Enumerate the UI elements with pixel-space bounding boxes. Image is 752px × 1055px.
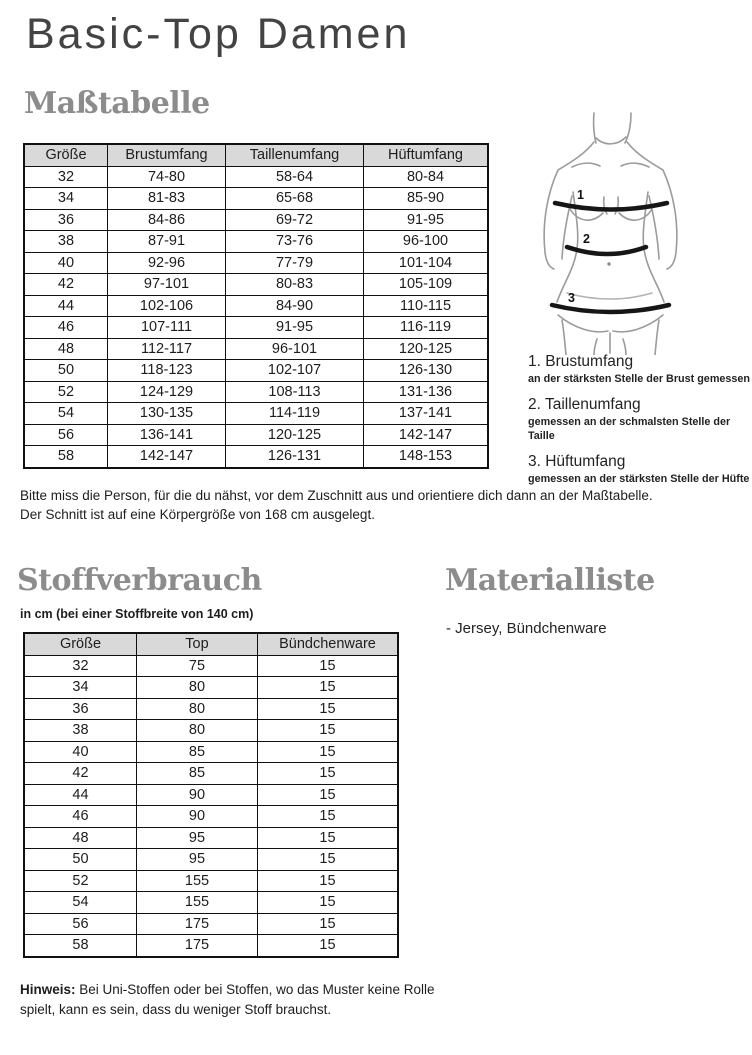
table-cell: 15 bbox=[258, 698, 399, 720]
hint-line1: Bei Uni-Stoffen oder bei Stoffen, wo das Muster keine Rolle bbox=[75, 982, 435, 997]
table-cell: 92-96 bbox=[108, 252, 226, 274]
table-cell: 120-125 bbox=[364, 338, 489, 360]
table-cell: 126-130 bbox=[364, 360, 489, 382]
table-cell: 77-79 bbox=[226, 252, 364, 274]
table-cell: 155 bbox=[137, 892, 258, 914]
table-cell: 80 bbox=[137, 698, 258, 720]
table-cell: 44 bbox=[24, 784, 137, 806]
table-cell: 108-113 bbox=[226, 381, 364, 403]
table-row bbox=[24, 741, 398, 763]
table-cell: 81-83 bbox=[108, 188, 226, 210]
size-table bbox=[23, 143, 489, 469]
waist-band bbox=[567, 247, 646, 254]
table-cell: 131-136 bbox=[364, 381, 489, 403]
table-cell: 52 bbox=[24, 870, 137, 892]
table-cell: 40 bbox=[24, 252, 108, 274]
table-cell: 96-101 bbox=[226, 338, 364, 360]
table-cell: 38 bbox=[24, 231, 108, 253]
table-cell: 80-84 bbox=[364, 166, 489, 188]
table-header-row bbox=[24, 144, 488, 166]
table-row bbox=[24, 360, 488, 382]
table-cell: 38 bbox=[24, 720, 137, 742]
table-cell: 175 bbox=[137, 935, 258, 957]
table-cell: 124-129 bbox=[108, 381, 226, 403]
table-row bbox=[24, 935, 398, 957]
table-cell: 50 bbox=[24, 849, 137, 871]
table-cell: 95 bbox=[137, 849, 258, 871]
legend-item-bust bbox=[528, 352, 752, 386]
table-cell: 90 bbox=[137, 784, 258, 806]
table-cell: 74-80 bbox=[108, 166, 226, 188]
table-row bbox=[24, 295, 488, 317]
table-cell: 112-117 bbox=[108, 338, 226, 360]
table-cell: 15 bbox=[258, 741, 399, 763]
table-cell: 73-76 bbox=[226, 231, 364, 253]
table-row bbox=[24, 403, 488, 425]
column-header: Brustumfang bbox=[108, 144, 226, 166]
table-row bbox=[24, 381, 488, 403]
body-measurement-figure bbox=[530, 112, 750, 355]
table-cell: 102-107 bbox=[226, 360, 364, 382]
table-row bbox=[24, 870, 398, 892]
table-cell: 136-141 bbox=[108, 424, 226, 446]
column-header: Top bbox=[137, 633, 258, 655]
table-cell: 40 bbox=[24, 741, 137, 763]
table-cell: 36 bbox=[24, 209, 108, 231]
table-cell: 175 bbox=[137, 913, 258, 935]
table-cell: 85 bbox=[137, 741, 258, 763]
table-cell: 84-86 bbox=[108, 209, 226, 231]
table-cell: 114-119 bbox=[226, 403, 364, 425]
table-row bbox=[24, 849, 398, 871]
table-cell: 15 bbox=[258, 655, 399, 677]
table-cell: 80 bbox=[137, 677, 258, 699]
page-title: Basic-Top Damen bbox=[26, 10, 411, 58]
table-cell: 96-100 bbox=[364, 231, 489, 253]
table-row bbox=[24, 827, 398, 849]
table-row bbox=[24, 806, 398, 828]
table-row bbox=[24, 338, 488, 360]
table-row bbox=[24, 317, 488, 339]
table-cell: 42 bbox=[24, 274, 108, 296]
table-cell: 148-153 bbox=[364, 446, 489, 468]
legend-item-waist bbox=[528, 395, 752, 443]
table-cell: 54 bbox=[24, 892, 137, 914]
table-cell: 69-72 bbox=[226, 209, 364, 231]
table-row bbox=[24, 763, 398, 785]
table-cell: 91-95 bbox=[226, 317, 364, 339]
table-cell: 118-123 bbox=[108, 360, 226, 382]
table-row bbox=[24, 677, 398, 699]
table-cell: 15 bbox=[258, 892, 399, 914]
size-table-heading: Maßtabelle bbox=[24, 86, 210, 121]
table-cell: 32 bbox=[24, 166, 108, 188]
torso-outline bbox=[544, 113, 677, 355]
band-label-1: 1 bbox=[577, 188, 584, 202]
legend-description: gemessen an der stärksten Stelle der Hüfte bbox=[528, 473, 750, 485]
table-cell: 46 bbox=[24, 806, 137, 828]
hint-label: Hinweis: bbox=[20, 982, 76, 997]
table-cell: 95 bbox=[137, 827, 258, 849]
table-cell: 52 bbox=[24, 381, 108, 403]
fabric-hint bbox=[20, 980, 450, 1019]
table-row bbox=[24, 231, 488, 253]
table-cell: 116-119 bbox=[364, 317, 489, 339]
table-cell: 15 bbox=[258, 763, 399, 785]
table-cell: 15 bbox=[258, 849, 399, 871]
table-cell: 15 bbox=[258, 913, 399, 935]
table-row bbox=[24, 655, 398, 677]
table-cell: 56 bbox=[24, 913, 137, 935]
table-cell: 15 bbox=[258, 677, 399, 699]
table-header-row bbox=[24, 633, 398, 655]
table-cell: 15 bbox=[258, 806, 399, 828]
table-cell: 34 bbox=[24, 188, 108, 210]
table-row bbox=[24, 188, 488, 210]
table-cell: 56 bbox=[24, 424, 108, 446]
fabric-usage-heading: Stoffverbrauch bbox=[17, 563, 262, 598]
table-row bbox=[24, 424, 488, 446]
table-cell: 85-90 bbox=[364, 188, 489, 210]
table-cell: 101-104 bbox=[364, 252, 489, 274]
table-cell: 58 bbox=[24, 446, 108, 468]
table-row bbox=[24, 698, 398, 720]
table-cell: 58 bbox=[24, 935, 137, 957]
table-cell: 34 bbox=[24, 677, 137, 699]
table-cell: 102-106 bbox=[108, 295, 226, 317]
measuring-note-line1: Bitte miss die Person, für die du nähst, vor dem Zuschnitt aus und orientiere dich dann an der Maßtabelle. bbox=[20, 488, 653, 503]
table-cell: 120-125 bbox=[226, 424, 364, 446]
navel-dot bbox=[607, 262, 610, 265]
table-cell: 15 bbox=[258, 870, 399, 892]
legend-description: gemessen an der schmalsten Stelle der Taille bbox=[528, 416, 731, 442]
table-cell: 58-64 bbox=[226, 166, 364, 188]
table-cell: 48 bbox=[24, 827, 137, 849]
table-cell: 110-115 bbox=[364, 295, 489, 317]
table-cell: 44 bbox=[24, 295, 108, 317]
table-row bbox=[24, 720, 398, 742]
table-cell: 87-91 bbox=[108, 231, 226, 253]
table-cell: 105-109 bbox=[364, 274, 489, 296]
table-row bbox=[24, 166, 488, 188]
table-cell: 46 bbox=[24, 317, 108, 339]
legend-item-hip bbox=[528, 452, 752, 486]
table-cell: 84-90 bbox=[226, 295, 364, 317]
table-cell: 15 bbox=[258, 935, 399, 957]
table-cell: 48 bbox=[24, 338, 108, 360]
material-list-heading: Materialliste bbox=[445, 563, 655, 598]
measuring-note-line2: Der Schnitt ist auf eine Körpergröße von 168 cm ausgelegt. bbox=[20, 507, 375, 522]
table-cell: 50 bbox=[24, 360, 108, 382]
table-cell: 130-135 bbox=[108, 403, 226, 425]
column-header: Größe bbox=[24, 633, 137, 655]
band-label-2: 2 bbox=[583, 232, 590, 246]
table-cell: 54 bbox=[24, 403, 108, 425]
hip-band bbox=[552, 305, 669, 312]
band-label-3: 3 bbox=[568, 291, 575, 305]
table-cell: 142-147 bbox=[364, 424, 489, 446]
table-cell: 90 bbox=[137, 806, 258, 828]
table-row bbox=[24, 274, 488, 296]
table-row bbox=[24, 913, 398, 935]
table-cell: 155 bbox=[137, 870, 258, 892]
table-row bbox=[24, 252, 488, 274]
fabric-usage-subtitle: in cm (bei einer Stoffbreite von 140 cm) bbox=[20, 607, 254, 621]
table-row bbox=[24, 209, 488, 231]
legend-label: 2. Taillenumfang bbox=[528, 396, 641, 413]
table-cell: 97-101 bbox=[108, 274, 226, 296]
column-header: Taillenumfang bbox=[226, 144, 364, 166]
column-header: Größe bbox=[24, 144, 108, 166]
table-cell: 15 bbox=[258, 827, 399, 849]
column-header: Bündchenware bbox=[258, 633, 399, 655]
table-cell: 15 bbox=[258, 720, 399, 742]
legend-label: 1. Brustumfang bbox=[528, 353, 634, 370]
table-cell: 142-147 bbox=[108, 446, 226, 468]
table-cell: 137-141 bbox=[364, 403, 489, 425]
hint-line2: spielt, kann es sein, dass du weniger Stoff brauchst. bbox=[20, 1001, 332, 1017]
table-row bbox=[24, 784, 398, 806]
table-cell: 32 bbox=[24, 655, 137, 677]
measuring-note bbox=[20, 486, 720, 524]
table-cell: 75 bbox=[137, 655, 258, 677]
table-cell: 65-68 bbox=[226, 188, 364, 210]
table-row bbox=[24, 892, 398, 914]
table-cell: 15 bbox=[258, 784, 399, 806]
table-cell: 91-95 bbox=[364, 209, 489, 231]
table-cell: 126-131 bbox=[226, 446, 364, 468]
legend-description: an der stärksten Stelle der Brust gemessen bbox=[528, 373, 751, 385]
measurement-legend bbox=[528, 352, 752, 495]
table-cell: 42 bbox=[24, 763, 137, 785]
table-cell: 107-111 bbox=[108, 317, 226, 339]
material-list-item: - Jersey, Bündchenware bbox=[446, 620, 607, 637]
fabric-usage-table bbox=[23, 632, 399, 958]
column-header: Hüftumfang bbox=[364, 144, 489, 166]
legend-label: 3. Hüftumfang bbox=[528, 453, 626, 470]
table-cell: 85 bbox=[137, 763, 258, 785]
table-cell: 80 bbox=[137, 720, 258, 742]
table-cell: 36 bbox=[24, 698, 137, 720]
table-row bbox=[24, 446, 488, 468]
table-cell: 80-83 bbox=[226, 274, 364, 296]
